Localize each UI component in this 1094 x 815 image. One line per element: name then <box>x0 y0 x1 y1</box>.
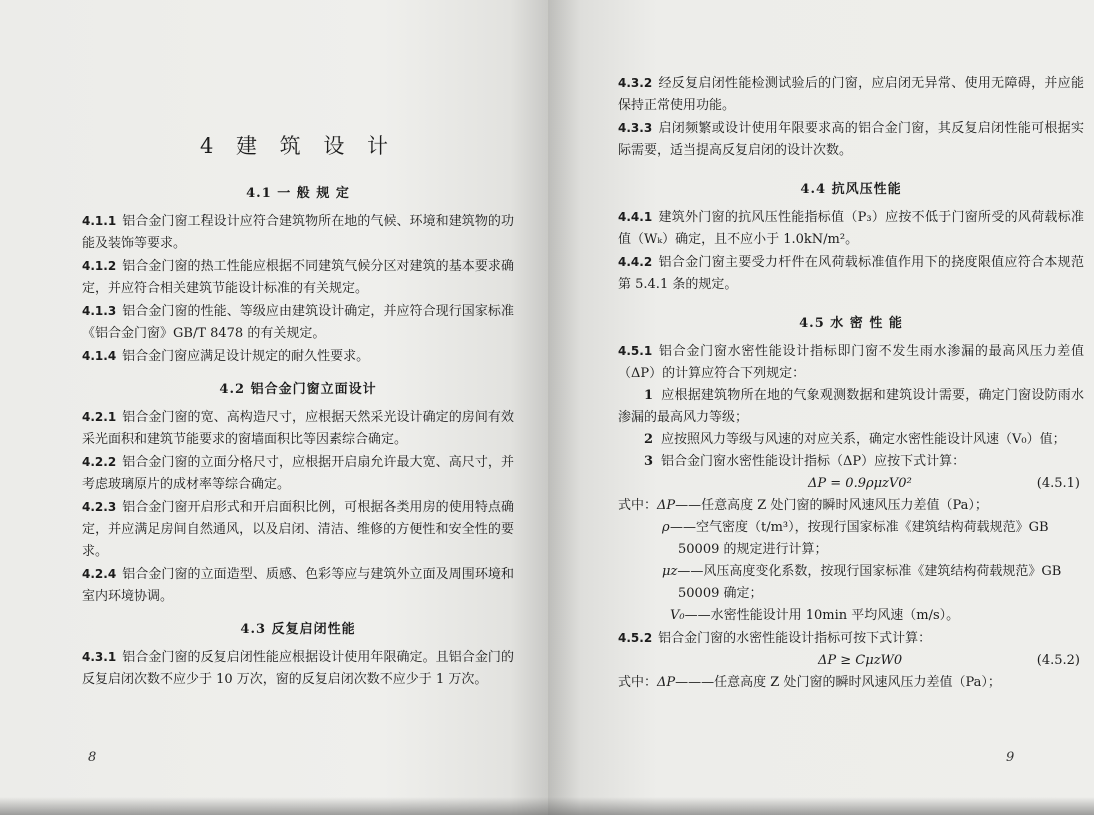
section-title-4-4: 4.4 抗风压性能 <box>800 182 902 197</box>
item-number: 3 <box>644 454 654 469</box>
page-bottom-shadow <box>548 797 1094 815</box>
section-title-4-5: 4.5 水 密 性 能 <box>799 316 903 331</box>
clause-4-2-4 <box>82 563 514 608</box>
clause-text: 铝合金门窗的宽、高构造尺寸，应根据天然采光设计确定的房间有效采光面积和建筑节能要求的窗墙面积比等因素综合确定。 <box>82 410 514 447</box>
clause-text: 建筑外门窗的抗风压性能指标值（P₃）应按不低于门窗所受的风荷载标准值（Wₖ）确定，且不应小于 1.0kN/m²。 <box>618 210 1084 247</box>
formula-expression: ΔP ≥ CμzW0 <box>818 653 903 668</box>
clause-4-1-4 <box>82 345 514 368</box>
section-title-4-3: 4.3 反复启闭性能 <box>240 622 356 637</box>
list-item-2 <box>618 429 1084 451</box>
item-text: 应按照风力等级与风速的对应关系，确定水密性能设计风速（V₀）值； <box>661 432 1066 447</box>
clause-number: 4.3.3 <box>618 121 653 135</box>
formula-4-5-2 <box>618 650 1084 672</box>
formula-expression: ΔP = 0.9ρμzV0² <box>808 476 912 491</box>
item-number: 2 <box>644 432 654 447</box>
definition-mu-z <box>618 561 1084 605</box>
clause-4-5-2 <box>618 627 1084 650</box>
clause-number: 4.2.2 <box>82 455 117 469</box>
clause-number: 4.1.3 <box>82 304 117 318</box>
section-title-4-1: 4.1 一 般 规 定 <box>246 186 350 201</box>
clause-text: 铝合金门窗的反复启闭性能应根据设计使用年限确定。且铝合金门的反复启闭次数不应少于 10 万次，窗的反复启闭次数不应少于 1 万次。 <box>82 650 514 687</box>
clause-text: 铝合金门窗水密性能设计指标即门窗不发生雨水渗漏的最高风压力差值（ΔP）的计算应符合下列规定： <box>618 344 1084 381</box>
right-page <box>548 0 1094 815</box>
clause-text: 铝合金门窗主要受力杆件在风荷载标准值作用下的挠度限值应符合本规范第 5.4.1 条的规定。 <box>618 255 1084 292</box>
clause-number: 4.4.1 <box>618 210 653 224</box>
clause-number: 4.3.1 <box>82 650 117 664</box>
definition-delta-p-2 <box>618 672 1084 694</box>
definition-text: ——空气密度（t/m³），按现行国家标准《建筑结构荷载规范》GB 50009 的规定进行计算； <box>670 520 1049 557</box>
clause-text: 启闭频繁或设计使用年限要求高的铝合金门窗，其反复启闭性能可根据实际需要，适当提高反复启闭的设计次数。 <box>618 121 1084 158</box>
definition-text: ———任意高度 Z 处门窗的瞬时风速风压力差值（Pa）； <box>675 675 1001 690</box>
clause-text: 铝合金门窗应满足设计规定的耐久性要求。 <box>122 349 370 364</box>
definition-text: ——任意高度 Z 处门窗的瞬时风速风压力差值（Pa）； <box>675 498 988 513</box>
clause-4-4-2 <box>618 251 1084 296</box>
equation-number: (4.5.1) <box>1036 476 1080 491</box>
clause-text: 铝合金门窗工程设计应符合建筑物所在地的气候、环境和建筑物的功能及装饰等要求。 <box>82 214 514 251</box>
clause-number: 4.2.1 <box>82 410 117 424</box>
definition-symbol: ΔP <box>657 498 676 513</box>
definition-v0 <box>618 605 1084 627</box>
clause-text: 铝合金门窗的热工性能应根据不同建筑气候分区对建筑的基本要求确定，并应符合相关建筑节能设计标准的有关规定。 <box>82 259 514 296</box>
left-page-content <box>82 130 514 691</box>
clause-text: 铝合金门窗的立面造型、质感、色彩等应与建筑外立面及周围环境和室内环境协调。 <box>82 567 514 604</box>
definition-text: ——水密性能设计用 10min 平均风速（m/s）。 <box>684 608 960 623</box>
clause-4-2-3 <box>82 496 514 563</box>
where-label: 式中： <box>618 498 658 513</box>
clause-4-3-3 <box>618 117 1084 162</box>
section-title-4-2: 4.2 铝合金门窗立面设计 <box>219 382 377 397</box>
clause-4-2-1 <box>82 406 514 451</box>
clause-text: 铝合金门窗的性能、等级应由建筑设计确定，并应符合现行国家标准《铝合金门窗》GB/T 8478 的有关规定。 <box>82 304 514 341</box>
formula-4-5-1 <box>618 473 1084 495</box>
clause-text: 铝合金门窗开启形式和开启面积比例，可根据各类用房的使用特点确定，并应满足房间自然通风，以及启闭、清洁、维修的方便性和安全性的要求。 <box>82 500 514 559</box>
clause-4-2-2 <box>82 451 514 496</box>
page-number-left: 8 <box>88 750 97 765</box>
definition-symbol: ΔP <box>657 675 676 690</box>
clause-4-3-2 <box>618 72 1084 117</box>
page-number-right: 9 <box>1006 750 1015 765</box>
clause-4-5-1 <box>618 340 1084 385</box>
clause-number: 4.1.2 <box>82 259 117 273</box>
clause-number: 4.5.1 <box>618 344 653 358</box>
definition-delta-p <box>618 495 1084 517</box>
clause-text: 铝合金门窗的立面分格尺寸，应根据开启扇允许最大宽、高尺寸，并考虑玻璃原片的成材率等综合确定。 <box>82 455 514 492</box>
definition-rho: ρ——空气密度（t/m³），按现行国家标准《建筑结构荷载规范》GB 50009 的规定进行计算； <box>662 520 1049 557</box>
clause-number: 4.5.2 <box>618 631 653 645</box>
clause-4-4-1 <box>618 206 1084 251</box>
clause-number: 4.1.1 <box>82 214 117 228</box>
equation-number: (4.5.2) <box>1036 653 1080 668</box>
definition-symbol: V₀ <box>670 608 685 623</box>
clause-4-1-1 <box>82 210 514 255</box>
chapter-title: 4 建 筑 设 计 <box>199 134 397 158</box>
clause-text: 铝合金门窗的水密性能设计指标可按下式计算： <box>658 631 932 646</box>
clause-4-3-1 <box>82 646 514 691</box>
page-bottom-shadow <box>0 797 548 815</box>
list-item-1 <box>618 385 1084 429</box>
clause-number: 4.4.2 <box>618 255 653 269</box>
item-text: 应根据建筑物所在地的气象观测数据和建筑设计需要，确定门窗设防雨水渗漏的最高风力等级； <box>618 388 1084 425</box>
clause-text: 经反复启闭性能检测试验后的门窗，应启闭无异常、使用无障碍，并应能保持正常使用功能。 <box>618 76 1084 113</box>
clause-number: 4.2.3 <box>82 500 117 514</box>
definition-text: ——风压高度变化系数，按现行国家标准《建筑结构荷载规范》GB 50009 确定； <box>677 564 1062 601</box>
list-item-3 <box>618 451 1084 473</box>
clause-4-1-3 <box>82 300 514 345</box>
clause-number: 4.1.4 <box>82 349 117 363</box>
clause-number: 4.2.4 <box>82 567 117 581</box>
clause-number: 4.3.2 <box>618 76 653 90</box>
item-text: 铝合金门窗水密性能设计指标（ΔP）应按下式计算： <box>661 454 966 469</box>
definition-symbol: μz <box>662 564 678 579</box>
where-label: 式中： <box>618 675 658 690</box>
clause-4-1-2 <box>82 255 514 300</box>
item-number: 1 <box>644 388 654 403</box>
right-page-content <box>618 72 1084 694</box>
